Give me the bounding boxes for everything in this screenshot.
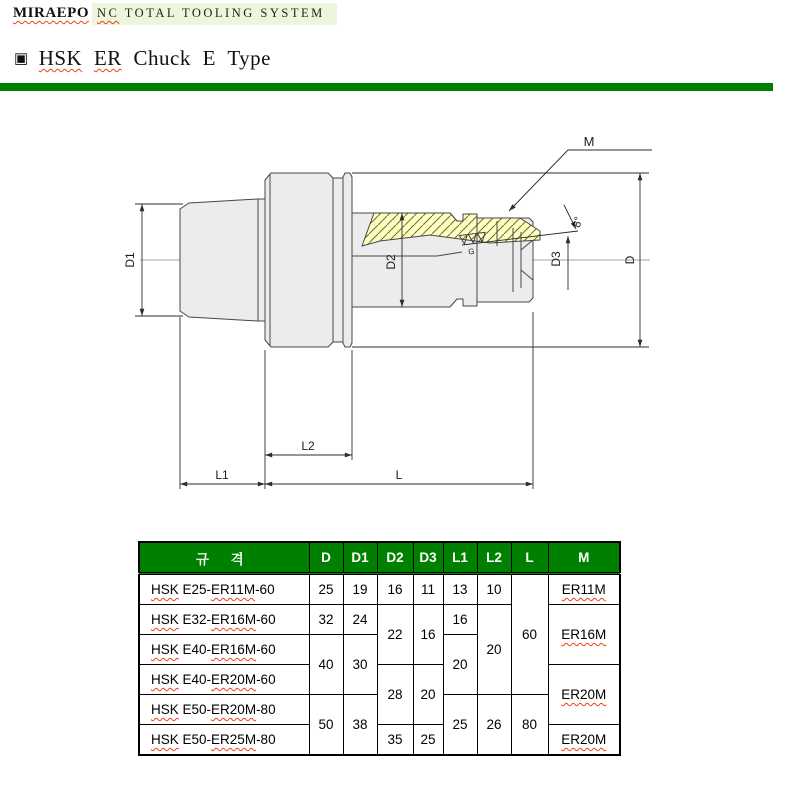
column-header: D: [309, 542, 343, 574]
table-row: [139, 574, 620, 605]
hsk-taper-shank: [180, 199, 265, 321]
value-cell: 40: [309, 635, 343, 695]
spellcheck-underline: ER16M: [211, 612, 257, 627]
spellcheck-underline: HSK: [151, 612, 179, 627]
value-cell: [548, 605, 620, 665]
value-cell: 13: [443, 574, 477, 605]
flange-ring: [343, 173, 352, 347]
value-cell: 25: [309, 574, 343, 605]
header-row: [139, 542, 620, 574]
label-d: D: [623, 255, 637, 265]
spec-table-body: [139, 574, 620, 756]
label-l: L: [395, 468, 403, 482]
spellcheck-underline: ER11M: [211, 582, 256, 597]
spellcheck-underline: ER16M: [561, 627, 607, 642]
spellcheck-underline: ER20M: [561, 732, 607, 747]
table-row: [139, 665, 620, 695]
label-d2: D2: [384, 254, 398, 270]
label-angle: 8°: [570, 215, 586, 229]
spellcheck-underline: ER20M: [561, 687, 607, 702]
label-d1: D1: [123, 252, 137, 268]
column-header: 규 격: [139, 542, 309, 574]
column-header: D2: [377, 542, 413, 574]
spellcheck-underline: ER16M: [211, 642, 257, 657]
spec-cell: HSK E50-ER20M-80: [139, 695, 309, 725]
column-header: L2: [477, 542, 511, 574]
value-cell: 25: [413, 725, 443, 756]
spellcheck-underline: ER25M: [211, 732, 257, 747]
spellcheck-underline: MIRAEPO: [13, 5, 89, 21]
spellcheck-underline: NC: [97, 6, 120, 20]
column-header: L: [511, 542, 548, 574]
spellcheck-underline: HSK: [151, 582, 179, 597]
spellcheck-underline: HSK: [151, 672, 179, 687]
spellcheck-underline: HSK: [151, 702, 179, 717]
value-cell: 19: [343, 574, 377, 605]
value-cell: [548, 574, 620, 605]
value-cell: 35: [377, 725, 413, 756]
dimension-lines: [135, 150, 652, 489]
value-cell: [548, 665, 620, 725]
column-header: D3: [413, 542, 443, 574]
spec-cell: HSK E32-ER16M-60: [139, 605, 309, 635]
value-cell: 60: [511, 574, 548, 695]
value-cell: 22: [377, 605, 413, 665]
value-cell: 80: [511, 695, 548, 756]
column-header: L1: [443, 542, 477, 574]
spellcheck-underline: ER20M: [211, 672, 257, 687]
label-m: M: [583, 134, 595, 149]
label-d3: D3: [549, 251, 563, 267]
value-cell: 24: [343, 605, 377, 635]
finish-grade-label: G: [467, 246, 476, 257]
spec-table-head: [139, 542, 620, 574]
spellcheck-underline: HSK: [151, 642, 179, 657]
spellcheck-underline: HSK: [38, 46, 83, 70]
value-cell: 28: [377, 665, 413, 725]
label-l2: L2: [301, 439, 315, 453]
label-l1: L1: [215, 468, 229, 482]
flange: [265, 173, 333, 347]
value-cell: 38: [343, 695, 377, 756]
value-cell: 32: [309, 605, 343, 635]
value-cell: 11: [413, 574, 443, 605]
flange-groove: [333, 178, 343, 342]
value-cell: 16: [377, 574, 413, 605]
value-cell: [548, 725, 620, 756]
spec-cell: HSK E25-ER11M-60: [139, 574, 309, 605]
spellcheck-underline: ER11M: [561, 582, 606, 597]
value-cell: 25: [443, 695, 477, 756]
spellcheck-underline: ER20M: [211, 702, 257, 717]
spec-cell: HSK E40-ER20M-60: [139, 665, 309, 695]
value-cell: 20: [443, 635, 477, 695]
value-cell: 10: [477, 574, 511, 605]
value-cell: 16: [443, 605, 477, 635]
value-cell: 50: [309, 695, 343, 756]
spec-cell: HSK E50-ER25M-80: [139, 725, 309, 756]
page-title-text: HSK ER Chuck E Type: [38, 46, 272, 70]
value-cell: 26: [477, 695, 511, 756]
system-label: NC TOTAL TOOLING SYSTEM: [92, 3, 337, 25]
value-cell: 20: [477, 605, 511, 695]
title-bullet-icon: ▣: [14, 51, 29, 67]
column-header: D1: [343, 542, 377, 574]
value-cell: 20: [413, 665, 443, 725]
table-row: [139, 725, 620, 756]
spec-cell: HSK E40-ER16M-60: [139, 635, 309, 665]
spellcheck-underline: HSK: [151, 732, 179, 747]
tool-holder-profile: [180, 173, 533, 347]
spellcheck-underline: ER: [93, 46, 122, 70]
spec-table: [138, 541, 621, 756]
column-header: M: [548, 542, 620, 574]
table-row: [139, 605, 620, 635]
value-cell: 16: [413, 605, 443, 665]
value-cell: 30: [343, 635, 377, 695]
